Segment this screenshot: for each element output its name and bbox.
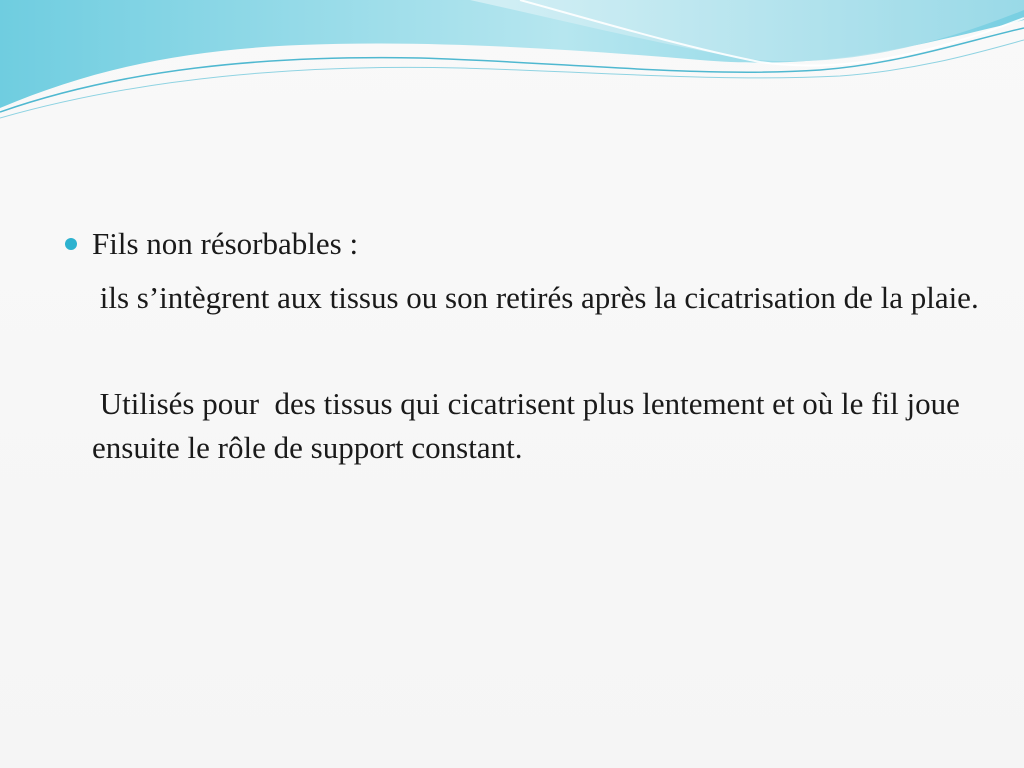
bullet-item [62, 222, 982, 266]
bullet-dot-icon [65, 238, 77, 250]
paragraph-2: Utilisés pour des tissus qui cicatrisent plus lentement et où le fil joue ensuite le rôle de support constant. [92, 386, 968, 465]
bullet-heading: Fils non résorbables : [92, 226, 359, 261]
slide-body [62, 222, 982, 470]
header-wave-decoration [0, 0, 1024, 130]
paragraph-1: ils s’intègrent aux tissus ou son retirés après la cicatrisation de la plaie. [92, 280, 979, 315]
